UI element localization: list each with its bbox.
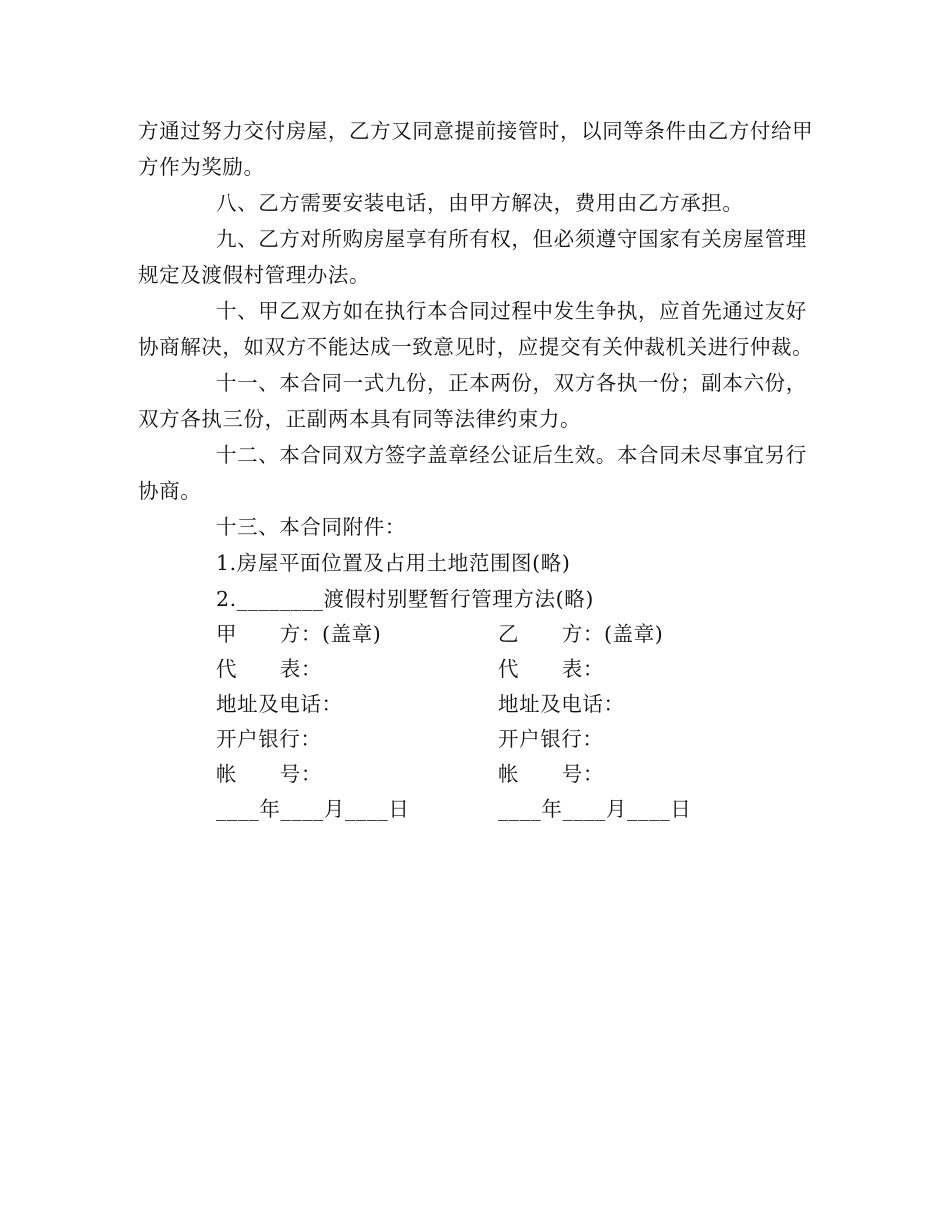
party-b-representative: 代 表：	[498, 657, 604, 681]
party-b-account: 帐 号：	[498, 762, 604, 786]
clause-8: 八、乙方需要安装电话，由甲方解决，费用由乙方承担。	[216, 191, 744, 215]
clause-9: 九、乙方对所购房屋享有所有权，但必须遵守国家有关房屋管理规定及渡假村管理办法。	[138, 227, 807, 287]
party-a-account: 帐 号：	[216, 762, 322, 786]
party-b-bank: 开户银行：	[498, 727, 604, 751]
attachment-item-1: 1.房屋平面位置及占用土地范围图(略)	[216, 551, 571, 575]
party-a-date: ____年____月____日	[216, 797, 410, 821]
clause-10: 十、甲乙双方如在执行本合同过程中发生争执，应首先通过友好协商解决，如双方不能达成一致意见时，应提交有关仲裁机关进行仲裁。	[138, 299, 814, 359]
party-a-name: 甲 方：(盖章)	[216, 622, 382, 646]
clause-11: 十一、本合同一式九份，正本两份，双方各执一份；副本六份，双方各执三份，正副两本具有同等法律约束力。	[138, 371, 807, 431]
party-a-representative: 代 表：	[216, 657, 322, 681]
clause-12: 十二、本合同双方签字盖章经公证后生效。本合同未尽事宜另行协商。	[138, 443, 807, 503]
clause-7-continued: 方通过努力交付房屋，乙方又同意提前接管时，以同等条件由乙方付给甲方作为奖励。	[138, 119, 814, 179]
party-b-name: 乙 方：(盖章)	[498, 622, 664, 646]
clause-13-heading: 十三、本合同附件：	[216, 515, 406, 539]
contract-body	[138, 113, 826, 827]
attachment-item-2: 2.________渡假村别墅暂行管理方法(略)	[216, 587, 594, 611]
party-a-bank: 开户银行：	[216, 727, 322, 751]
party-b-date: ____年____月____日	[498, 797, 692, 821]
party-a-address-phone: 地址及电话：	[216, 692, 343, 716]
signature-block	[216, 617, 826, 827]
party-b-address-phone: 地址及电话：	[498, 692, 625, 716]
